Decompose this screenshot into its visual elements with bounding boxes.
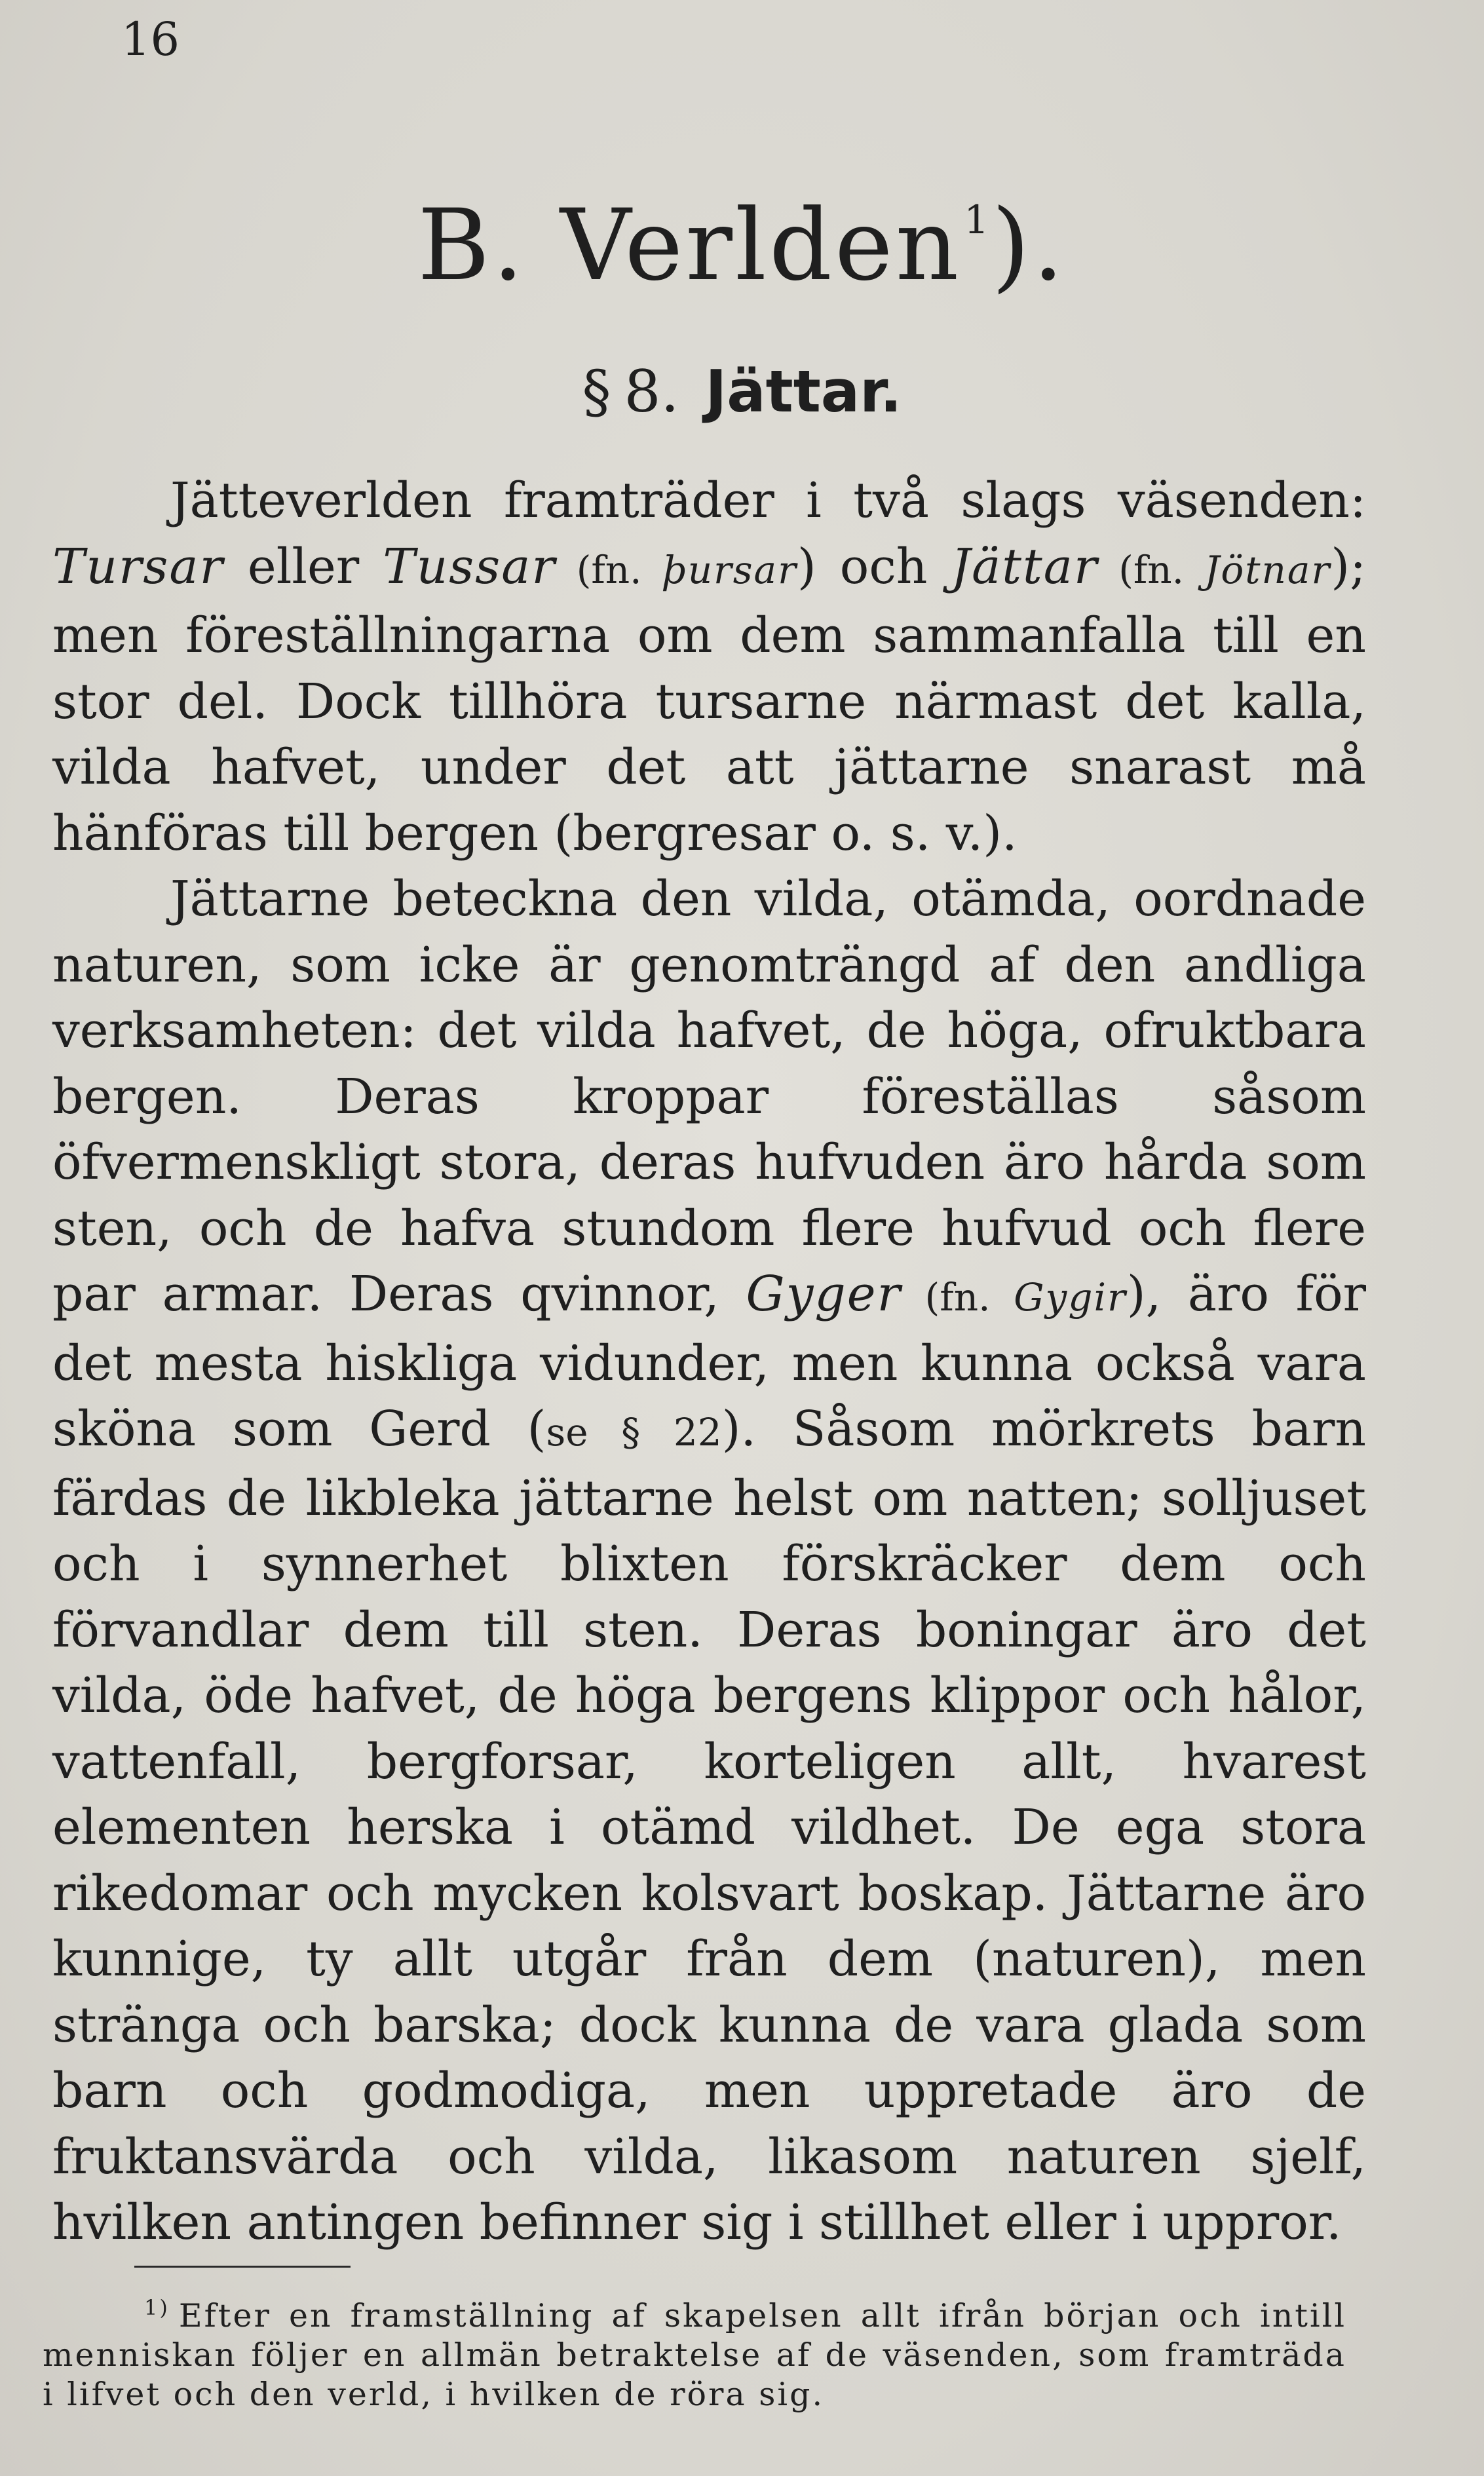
paragraph-2-text: ). Såsom mörkrets barn färdas de likbleka jättarne helst om natten; solljuset och i synnerhet blixten förskräcker dem och förvandlar dem till sten. Deras boningar äro det vilda, öde hafvet, de höga bergens klippor och hålor, vattenfall, bergforsar, korteligen allt, hvarest elementen herska i otämd vildhet. De ega stora rikedomar och mycken kolsvart boskap. Jättarne äro kunnige, ty allt utgår från dem (naturen), men stränga och barska; dock kunna de vara glada som barn och godmodiga, men uppretade äro de fruktansvärda och vilda, likasom naturen sjelf, hvilken antingen befinner sig i stillhet eller i uppror. [52,1401,1367,2251]
term-thursar: þursar [662,547,797,592]
page-number: 16 [121,12,180,66]
section-heading [0,357,1484,427]
footnote-divider [134,2266,351,2268]
paragraph-1-text: ) och [797,538,951,595]
chapter-heading-close: ). [991,189,1067,303]
paragraph-2-text: Jättarne beteckna den vilda, otämda, oordnade naturen, som icke är genomträngd af den andliga verksamheten: det vilda hafvet, de höga, ofruktbara bergen. Deras kroppar föreställas såsom öfvermenskligt stora, deras hufvuden äro hårda som sten, och de hafva stundom flere hufvud och flere par armar. Deras qvinnor, [52,871,1366,1322]
chapter-heading [0,187,1484,305]
paragraph-2-text: (fn. [901,1275,1014,1320]
chapter-footnote-marker: 1 [964,197,992,243]
paragraph-2 [52,866,1366,2256]
footnote-marker: 1) [144,2295,170,2320]
body-text [52,468,1366,2256]
term-tursar: Tursar [52,538,224,595]
term-gyger: Gyger [746,1266,902,1322]
term-jattar: Jättar [951,538,1099,595]
footnote-paragraph [43,2288,1346,2414]
section-title: Jättar. [705,358,902,425]
paragraph-1 [52,468,1366,866]
paragraph-1-text: (fn. [556,547,662,592]
section-reference: se § 22 [546,1410,722,1455]
footnote-text: Efter en framställning af skapelsen allt ifrån början och intill menniskan följer en allmän betraktelse af de väsenden, som framträda i lifvet och den verld, i hvilken de röra sig. [43,2297,1346,2413]
paragraph-2-text: ), äro för det mesta hiskliga vidunder, men kunna också vara sköna som Gerd ( [52,1266,1366,1457]
paragraph-1-text: Jätteverlden framträder i två slags väsenden: [170,472,1366,529]
chapter-title: B. Verlden [417,189,962,303]
term-jotnar: Jötnar [1204,547,1331,592]
section-sign: § [582,358,611,425]
paragraph-1-text: ); men föreställningarna om dem sammanfalla till en stor del. Dock tillhöra tursarne närmast det kalla, vilda hafvet, under det att jättarne snarast må hänföras till bergen (bergresar o. s. v.). [52,538,1367,862]
paragraph-1-text: eller [223,538,383,595]
footnote [43,2288,1346,2414]
section-number: 8. [624,358,679,425]
paragraph-1-text: (fn. [1098,547,1205,592]
term-tussar: Tussar [383,538,556,595]
term-gygir: Gygir [1014,1275,1127,1320]
